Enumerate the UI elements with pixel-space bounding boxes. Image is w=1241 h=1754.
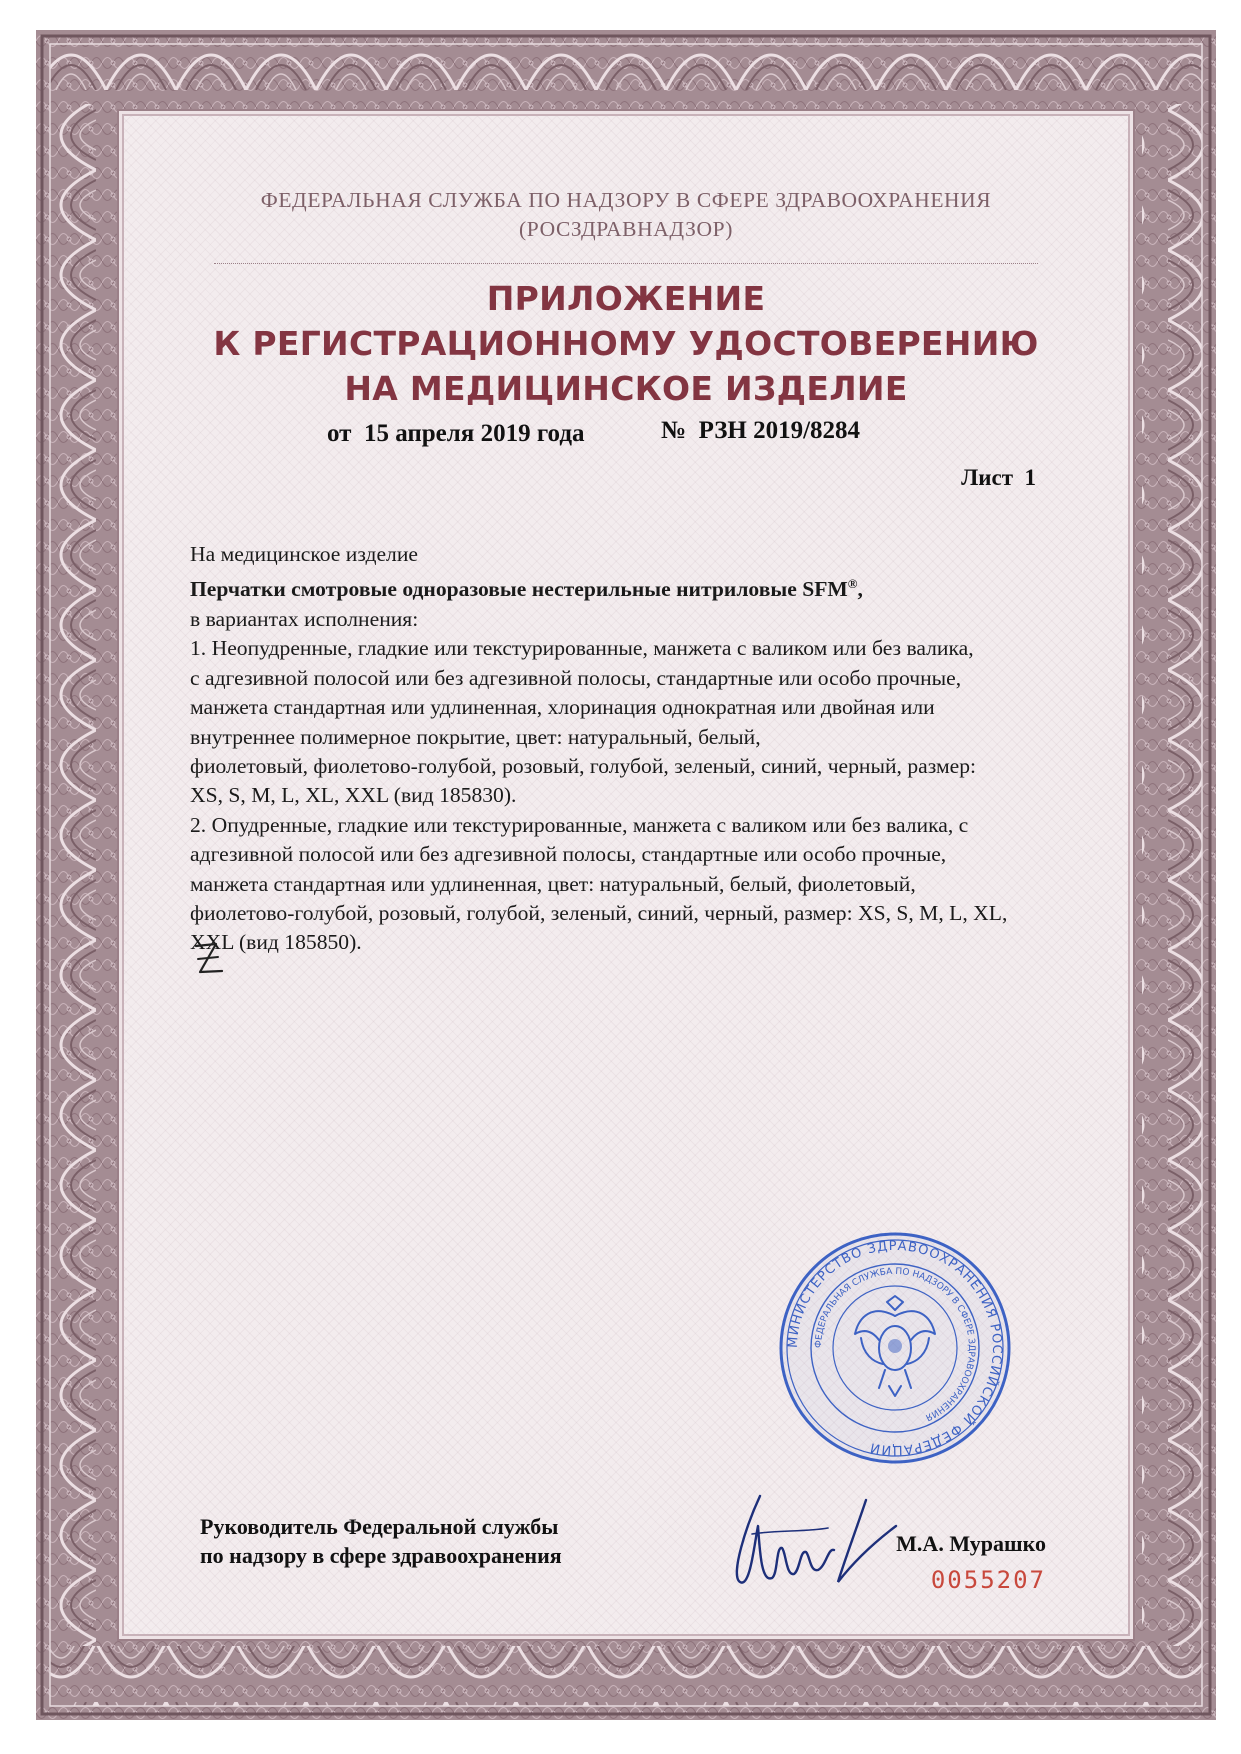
variant-2-line: фиолетово-голубой, розовый, голубой, зеленый, синий, черный, размер: XS, S, M, L, XL,: [190, 901, 1008, 926]
variant-1-line: с адгезивной полосой или без адгезивной полосы, стандартные или особо прочные,: [190, 665, 962, 690]
title-line-1: ПРИЛОЖЕНИЕ: [486, 279, 766, 318]
registration-number: № РЗН 2019/8284: [661, 417, 861, 444]
intro-line: На медицинское изделие: [190, 542, 418, 566]
seal-inner-text: ФЕДЕРАЛЬНАЯ СЛУЖБА ПО НАДЗОРУ В СФЕРЕ ЗДРАВООХРАНЕНИЯ: [813, 1266, 977, 1423]
variant-1: [190, 634, 1070, 810]
agency-abbreviation: (РОСЗДРАВНАДЗОР): [519, 217, 733, 241]
product-name-suffix: ,: [857, 577, 863, 602]
registered-mark: ®: [847, 576, 858, 592]
signer-name: М.А. Мурашко: [896, 1531, 1046, 1556]
variant-1-line: 1. Неопудренные, гладкие или текстурированные, манжета с валиком или без валика,: [190, 636, 974, 661]
variant-2-line: XXL (вид 185850).: [190, 930, 362, 955]
header-divider: [214, 263, 1038, 264]
variants-intro: в вариантах исполнения:: [190, 607, 419, 631]
device-description: [190, 540, 1070, 958]
title-line-3: НА МЕДИЦИНСКОЕ ИЗДЕЛИЕ: [344, 369, 908, 408]
issue-date: от 15 апреля 2019 года: [327, 420, 585, 447]
product-name: Перчатки смотровые одноразовые нестерильные нитриловые SFM: [190, 577, 848, 602]
agency-header: [124, 186, 1128, 244]
product-name-line: [190, 569, 1070, 605]
official-seal-icon: [777, 1230, 1013, 1466]
signer-position-line-1: Руководитель Федеральной службы: [200, 1514, 559, 1539]
certificate-sheet: [36, 30, 1216, 1720]
variant-2-line: манжета стандартная или удлиненная, цвет: натуральный, белый, фиолетовый,: [190, 871, 916, 896]
seal-outer-text: МИНИСТЕРСТВО ЗДРАВООХРАНЕНИЯ РОССИЙСКОЙ ФЕДЕРАЦИИ: [785, 1238, 1005, 1458]
signer-position-line-2: по надзору в сфере здравоохранения: [200, 1543, 562, 1568]
sheet-number: Лист 1: [961, 465, 1036, 490]
variant-1-line: фиолетовый, фиолетово-голубой, розовый, голубой, зеленый, синий, черный, размер:: [190, 754, 976, 779]
variant-2: [190, 811, 1070, 958]
signer-position: [200, 1512, 562, 1570]
agency-name: ФЕДЕРАЛЬНАЯ СЛУЖБА ПО НАДЗОРУ В СФЕРЕ ЗДРАВООХРАНЕНИЯ: [260, 188, 992, 212]
title-line-2: К РЕГИСТРАЦИОННОМУ УДОСТОВЕРЕНИЮ: [213, 324, 1039, 363]
variant-1-line: XS, S, M, L, XL, XXL (вид 185830).: [190, 783, 517, 808]
variant-2-line: адгезивной полосой или без адгезивной полосы, стандартные или особо прочные,: [190, 842, 947, 867]
serial-number: 0055207: [930, 1566, 1046, 1594]
handwritten-initials-icon: [186, 938, 230, 982]
document-title: [124, 276, 1128, 411]
variant-2-line: 2. Опудренные, гладкие или текстурированные, манжета с валиком или без валика, с: [190, 812, 969, 837]
content-panel: [124, 116, 1128, 1634]
variant-1-line: манжета стандартная или удлиненная, хлоринация однократная или двойная или: [190, 695, 935, 720]
variant-1-line: внутреннее полимерное покрытие, цвет: натуральный, белый,: [190, 724, 761, 749]
